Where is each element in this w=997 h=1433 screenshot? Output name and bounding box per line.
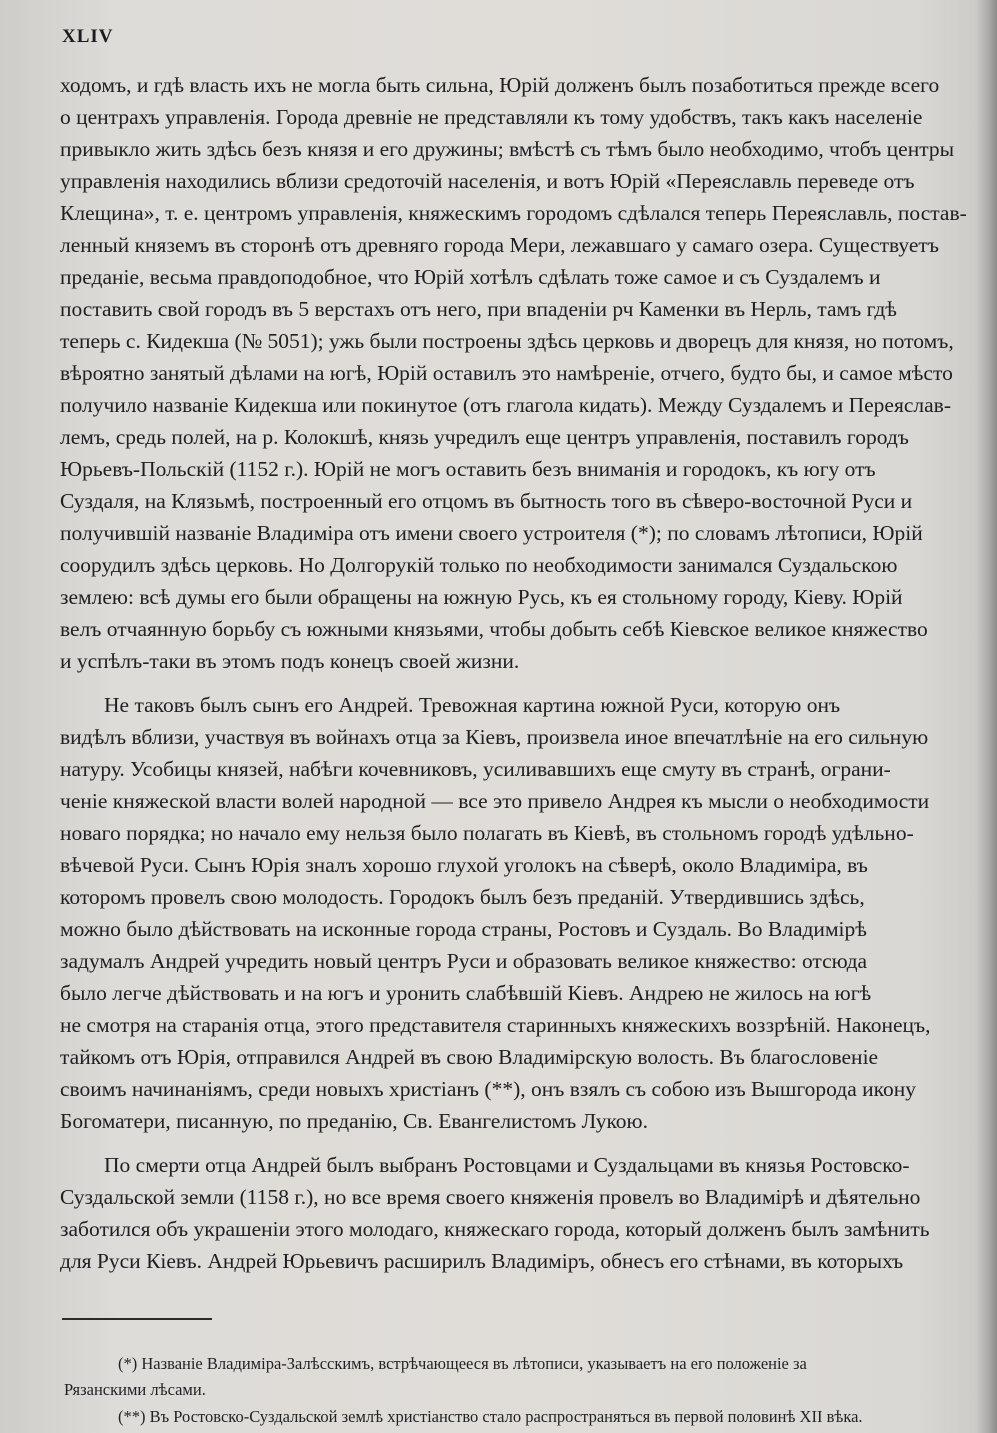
text-line: ченіе княжеской власти волей народной — все это привело Андрея къ мысли о необходимости [60, 789, 930, 813]
text-line: для Руси Кіевъ. Андрей Юрьевичъ расширилъ Владиміръ, обнесъ его стѣнами, въ которыхъ [60, 1249, 904, 1273]
text-line: преданіе, весьма правдоподобное, что Юрій хотѣлъ сдѣлать тоже самое и съ Суздалемъ и [60, 265, 881, 289]
text-line: велъ отчаянную борьбу съ южными князьями, чтобы добыть себѣ Кіевское великое княжество [60, 617, 928, 641]
text-line: вѣчевой Руси. Сынъ Юрія зналъ хорошо глухой уголокъ на сѣверѣ, около Владиміра, въ [60, 853, 868, 877]
text-line: можно было дѣйствовать на исконные города страны, Ростовъ и Суздаль. Во Владимірѣ [60, 917, 867, 941]
footnote-1-continued: Рязанскими лѣсами. [64, 1380, 206, 1399]
page-gutter-shadow [975, 0, 997, 1433]
text-line: землею: всѣ думы его были обращены на южную Русь, къ ея стольному городу, Кіеву. Юрій [60, 585, 903, 609]
text-line: получившій названіе Владиміра отъ имени своего устроителя (*); по словамъ лѣтописи, Юрій [60, 521, 923, 545]
footnote-rule [62, 1318, 212, 1320]
text-line: привыкло жить здѣсь безъ князя и его дружины; вмѣстѣ съ тѣмъ было необходимо, чтобъ центры [60, 137, 955, 161]
text-line: новаго порядка; но начало ему нельзя было полагать въ Кіевѣ, въ стольномъ городѣ удѣльно- [60, 821, 914, 845]
text-line: Богоматери, писанную, по преданію, Св. Евангелистомъ Лукою. [60, 1109, 648, 1133]
text-line: не смотря на старанія отца, этого представителя старинныхъ княжескихъ воззрѣній. Наконецъ, [60, 1013, 931, 1037]
text-line: ходомъ, и гдѣ власть ихъ не могла быть сильна, Юрій долженъ былъ позаботиться прежде всего [60, 73, 940, 97]
text-line: заботился объ украшеніи этого молодаго, княжескаго города, который долженъ былъ замѣнить [60, 1217, 930, 1241]
text-line: задумалъ Андрей учредить новый центръ Руси и образовать великое княжество: отсюда [60, 949, 868, 973]
text-line: тайкомъ отъ Юрія, отправился Андрей въ свою Владимірскую волость. Въ благословеніе [60, 1045, 879, 1069]
footnote-2: (**) Въ Ростовско-Суздальской землѣ христіанство стало распространяться въ первой половинѣ XII вѣка. [118, 1407, 863, 1426]
text-line: о центрахъ управленія. Города древніе не представляли къ тому удобствъ, такъ какъ населеніе [60, 105, 923, 129]
text-line: натуру. Усобицы князей, набѣги кочевниковъ, усиливавшихъ еще смуту въ странѣ, ограни- [60, 757, 891, 781]
text-line: Юрьевъ-Польскій (1152 г.). Юрій не могъ оставить безъ вниманія и городокъ, къ югу отъ [60, 457, 876, 481]
text-line: которомъ провелъ свою молодость. Городокъ былъ безъ преданій. Утвердившись здѣсь, [60, 885, 865, 909]
text-line: лемъ, средь полей, на р. Колокшѣ, князь учредилъ еще центръ управленія, поставилъ городъ [60, 425, 909, 449]
text-line: вѣроятно занятый дѣлами на югѣ, Юрій оставилъ это намѣреніе, отчего, будто бы, и самое мѣсто [60, 361, 953, 385]
text-line: получило названіе Кидекша или покинутое (отъ глагола кидать). Между Суздалемъ и Переяслав- [60, 393, 951, 417]
text-line: видѣлъ вблизи, участвуя въ войнахъ отца за Кіевъ, произвела иное впечатлѣніе на его сильную [60, 725, 929, 749]
page-number: XLIV [62, 26, 114, 47]
text-line: управленія находились вблизи средоточій населенія, и вотъ Юрій «Переяславль переведе отъ [60, 169, 915, 193]
text-line: Суздаля, на Клязьмѣ, построенный его отцомъ въ бытность того въ сѣверо-восточной Руси и [60, 489, 913, 513]
footnote-1: (*) Названіе Владиміра-Залѣсскимъ, встрѣчающееся въ лѣтописи, указываетъ на его положеніе за [118, 1354, 807, 1373]
text-line: было легче дѣйствовать и на югъ и уронить слабѣвшій Кіевъ. Андрею не жилось на югѣ [60, 981, 872, 1005]
text-line: По смерти отца Андрей былъ выбранъ Ростовцами и Суздальцами въ князья Ростовско- [104, 1153, 910, 1177]
text-line: Не таковъ былъ сынъ его Андрей. Тревожная картина южной Руси, которую онъ [104, 693, 841, 717]
text-line: поставить свой городъ въ 5 верстахъ отъ него, при впаденіи рч Каменки въ Нерль, тамъ гдѣ [60, 297, 897, 321]
text-line: и успѣлъ-таки въ этомъ подъ конецъ своей жизни. [60, 649, 520, 673]
text-line: соорудилъ здѣсь церковь. Но Долгорукій только по необходимости занимался Суздальскою [60, 553, 898, 577]
text-line: теперь с. Кидекша (№ 5051); ужь были построены здѣсь церковь и дворецъ для князя, но потомъ, [60, 329, 954, 353]
text-line: Суздальской земли (1158 г.), но все время своего княженія провелъ во Владимірѣ и дѣятельно [60, 1185, 921, 1209]
text-line: ленный княземъ въ сторонѣ отъ древняго города Мери, лежавшаго у самаго озера. Существуетъ [60, 233, 939, 257]
text-line: Клещина», т. е. центромъ управленія, княжескимъ городомъ сдѣлался теперь Переяславль, постав- [60, 201, 967, 225]
text-line: своимъ начинаніямъ, среди новыхъ христіанъ (**), онъ взялъ съ собою изъ Вышгорода икону [60, 1077, 917, 1101]
